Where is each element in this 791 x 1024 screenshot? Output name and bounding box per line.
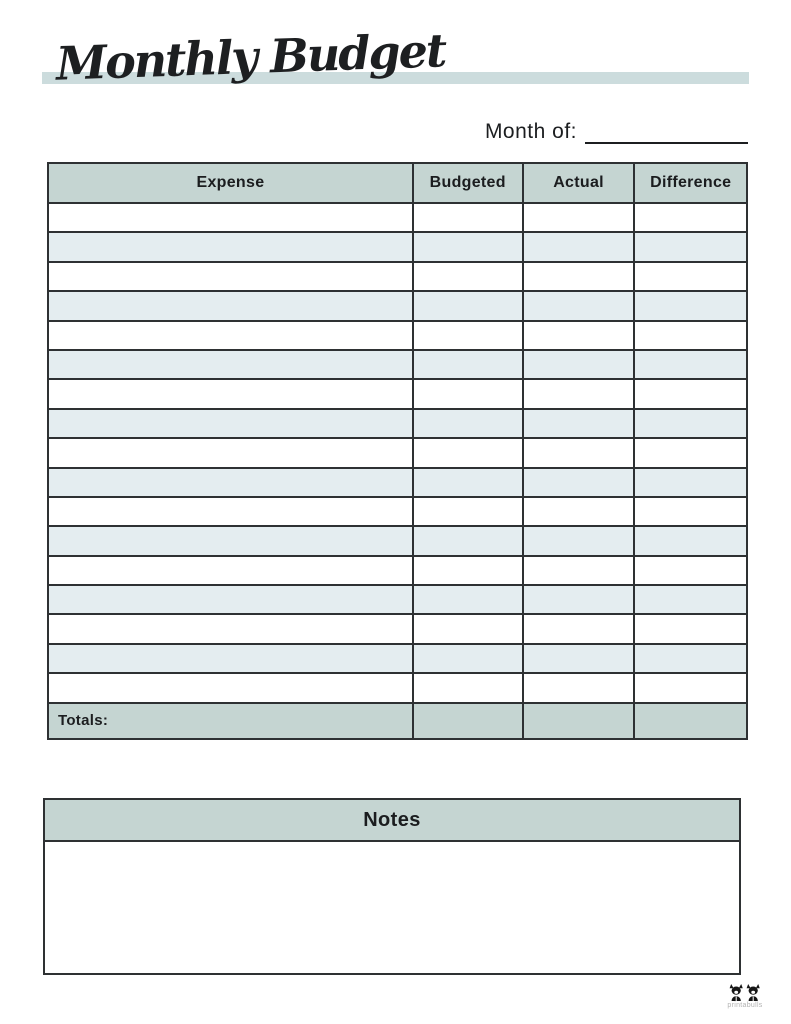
- table-cell[interactable]: [523, 409, 635, 438]
- table-row: [48, 468, 747, 497]
- table-cell[interactable]: [634, 673, 747, 702]
- table-cell[interactable]: [48, 350, 413, 379]
- totals-row: [48, 703, 747, 739]
- table-cell[interactable]: [48, 379, 413, 408]
- table-cell[interactable]: [523, 379, 635, 408]
- table-row: [48, 556, 747, 585]
- col-header-budgeted: Budgeted: [413, 163, 523, 203]
- table-cell[interactable]: [48, 232, 413, 261]
- table-cell[interactable]: [413, 497, 523, 526]
- brand-name: printabulls: [727, 1002, 763, 1009]
- table-cell[interactable]: [634, 379, 747, 408]
- table-cell[interactable]: [523, 468, 635, 497]
- table-cell[interactable]: [523, 556, 635, 585]
- month-of-label: Month of:: [484, 120, 577, 143]
- table-body: [48, 203, 747, 703]
- table-row: [48, 262, 747, 291]
- table-cell[interactable]: [634, 291, 747, 320]
- table-cell[interactable]: [48, 644, 413, 673]
- table-cell[interactable]: [523, 644, 635, 673]
- totals-cell-budgeted[interactable]: [413, 703, 523, 739]
- table-cell[interactable]: [523, 497, 635, 526]
- table-cell[interactable]: [48, 585, 413, 614]
- table-cell[interactable]: [523, 614, 635, 643]
- brand-logo: [720, 984, 770, 1009]
- table-cell[interactable]: [634, 644, 747, 673]
- table-cell[interactable]: [413, 673, 523, 702]
- table-row: [48, 350, 747, 379]
- table-cell[interactable]: [523, 585, 635, 614]
- table-row: [48, 614, 747, 643]
- table-row: [48, 497, 747, 526]
- table-row: [48, 232, 747, 261]
- table-cell[interactable]: [48, 614, 413, 643]
- table-row: [48, 203, 747, 232]
- table-row: [48, 526, 747, 555]
- table-cell[interactable]: [523, 526, 635, 555]
- table-cell[interactable]: [523, 203, 635, 232]
- table-cell[interactable]: [413, 321, 523, 350]
- table-cell[interactable]: [634, 468, 747, 497]
- page-title: Monthly Budget: [55, 23, 446, 91]
- table-cell[interactable]: [413, 438, 523, 467]
- table-cell[interactable]: [48, 262, 413, 291]
- table-cell[interactable]: [634, 232, 747, 261]
- budget-table: [47, 162, 748, 740]
- table-cell[interactable]: [413, 644, 523, 673]
- table-cell[interactable]: [413, 614, 523, 643]
- table-cell[interactable]: [48, 526, 413, 555]
- table-cell[interactable]: [413, 409, 523, 438]
- table-cell[interactable]: [48, 497, 413, 526]
- col-header-expense: Expense: [48, 163, 413, 203]
- table-cell[interactable]: [634, 203, 747, 232]
- table-cell[interactable]: [523, 321, 635, 350]
- table-cell[interactable]: [634, 585, 747, 614]
- table-cell[interactable]: [48, 556, 413, 585]
- table-cell[interactable]: [413, 203, 523, 232]
- table-cell[interactable]: [413, 262, 523, 291]
- table-cell[interactable]: [634, 497, 747, 526]
- table-cell[interactable]: [634, 438, 747, 467]
- table-cell[interactable]: [48, 409, 413, 438]
- totals-cell-difference[interactable]: [634, 703, 747, 739]
- table-row: [48, 321, 747, 350]
- table-cell[interactable]: [634, 350, 747, 379]
- table-cell[interactable]: [48, 468, 413, 497]
- col-header-difference: Difference: [634, 163, 747, 203]
- table-cell[interactable]: [413, 232, 523, 261]
- table-cell[interactable]: [523, 673, 635, 702]
- table-cell[interactable]: [413, 379, 523, 408]
- table-cell[interactable]: [413, 556, 523, 585]
- month-of-row: [485, 120, 748, 144]
- notes-writing-area[interactable]: [45, 842, 739, 971]
- table-cell[interactable]: [634, 556, 747, 585]
- table-cell[interactable]: [48, 203, 413, 232]
- table-row: [48, 379, 747, 408]
- table-row: [48, 291, 747, 320]
- table-cell[interactable]: [413, 585, 523, 614]
- table-header-row: [48, 163, 747, 203]
- totals-cell-actual[interactable]: [523, 703, 635, 739]
- table-cell[interactable]: [523, 291, 635, 320]
- table-cell[interactable]: [634, 321, 747, 350]
- table-cell[interactable]: [48, 321, 413, 350]
- totals-label: Totals:: [48, 703, 413, 739]
- table-cell[interactable]: [413, 291, 523, 320]
- notes-header-label: Notes: [45, 800, 739, 842]
- table-row: [48, 438, 747, 467]
- table-cell[interactable]: [413, 350, 523, 379]
- table-cell[interactable]: [634, 409, 747, 438]
- table-row: [48, 673, 747, 702]
- table-cell[interactable]: [48, 673, 413, 702]
- table-cell[interactable]: [48, 291, 413, 320]
- table-cell[interactable]: [634, 614, 747, 643]
- table-cell[interactable]: [48, 438, 413, 467]
- table-cell[interactable]: [413, 526, 523, 555]
- table-row: [48, 644, 747, 673]
- table-cell[interactable]: [523, 262, 635, 291]
- table-cell[interactable]: [634, 262, 747, 291]
- table-cell[interactable]: [634, 526, 747, 555]
- table-cell[interactable]: [523, 232, 635, 261]
- table-row: [48, 409, 747, 438]
- table-row: [48, 585, 747, 614]
- two-bulldogs-icon: [729, 984, 761, 1001]
- month-input-line[interactable]: [585, 123, 748, 144]
- notes-section: [43, 798, 741, 975]
- table-cell[interactable]: [523, 350, 635, 379]
- table-cell[interactable]: [523, 438, 635, 467]
- col-header-actual: Actual: [523, 163, 635, 203]
- table-cell[interactable]: [413, 468, 523, 497]
